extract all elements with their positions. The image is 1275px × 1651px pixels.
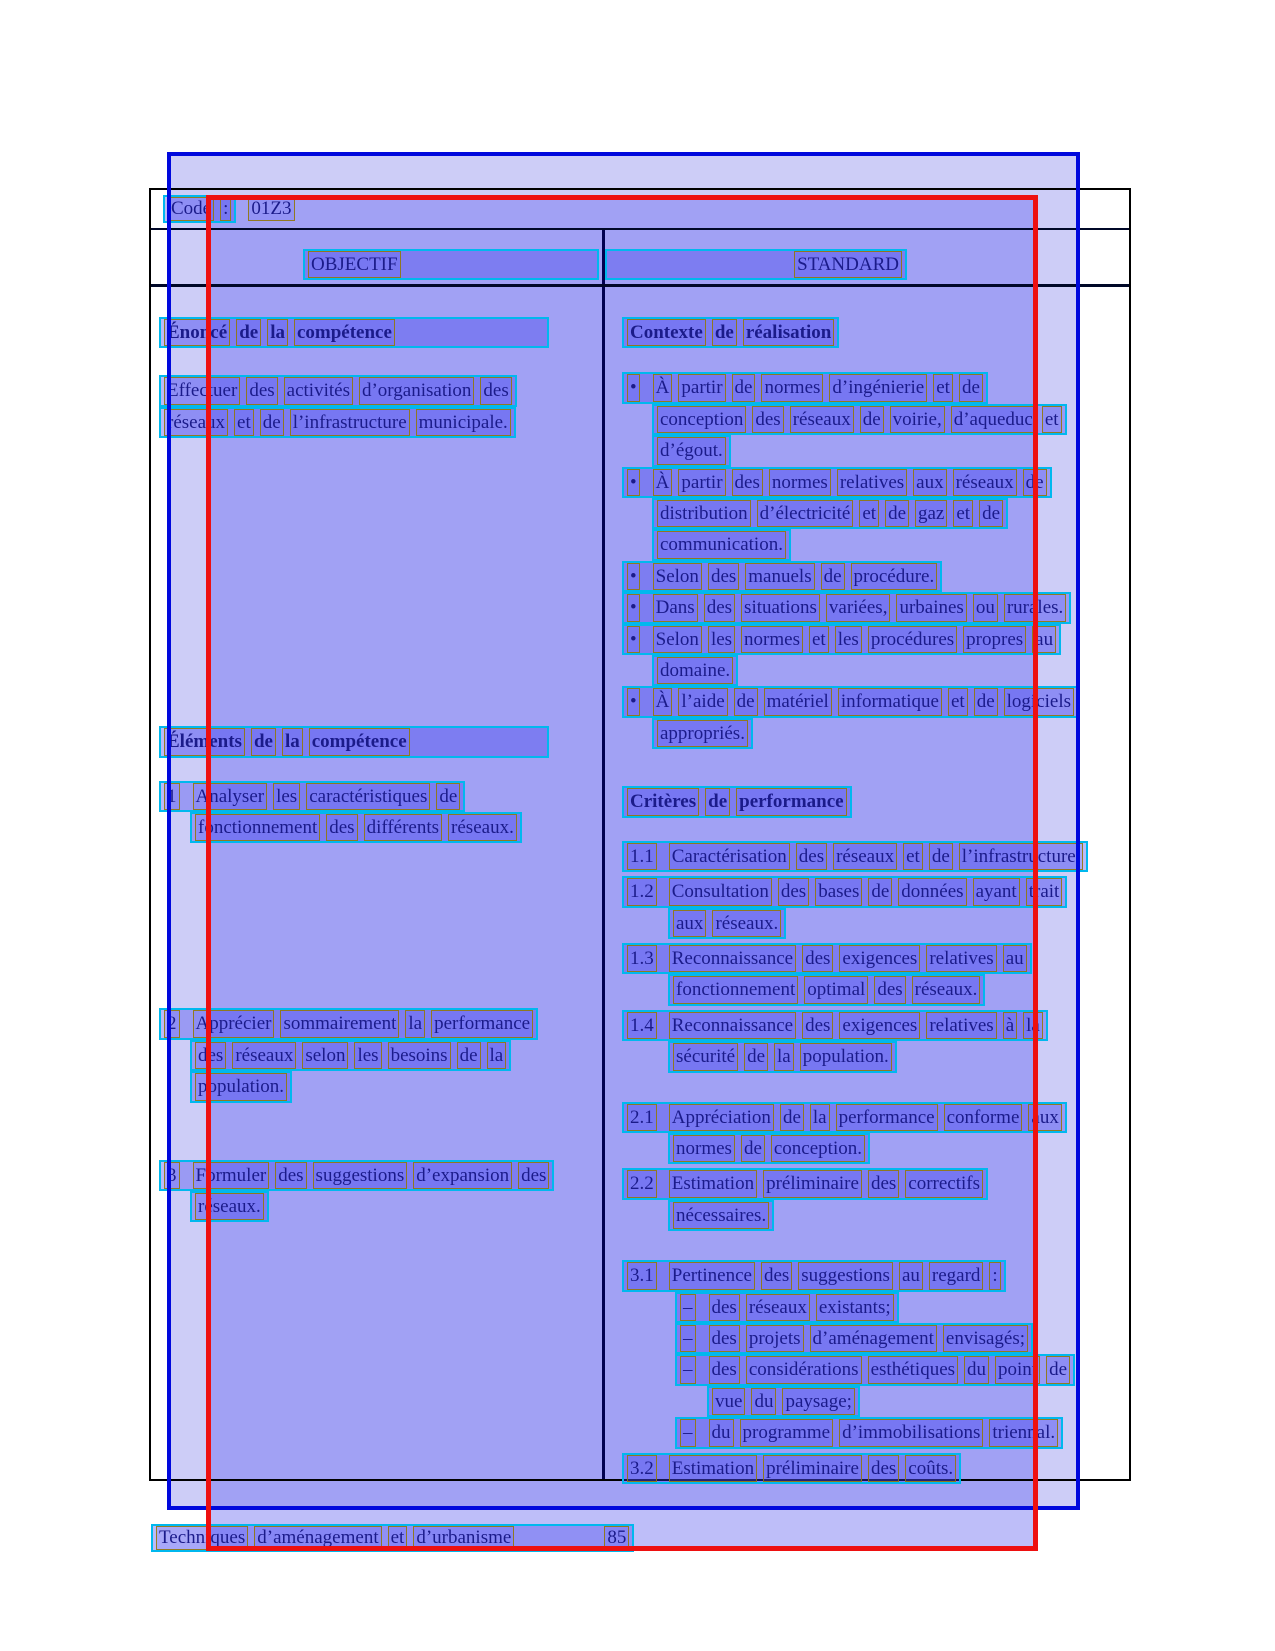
word-box: À	[653, 688, 673, 715]
word-box: réalisation	[743, 319, 835, 346]
word-box: de	[885, 500, 909, 527]
word-box: de	[741, 1135, 765, 1162]
word-box: voirie,	[890, 406, 945, 433]
word-box: à	[1003, 1012, 1017, 1039]
word-box: la	[1023, 1012, 1043, 1039]
word-box: des	[704, 594, 735, 621]
word-box: triennal.	[989, 1419, 1058, 1446]
word-box: ayant	[973, 878, 1020, 905]
word-box: réseaux.	[448, 814, 517, 841]
word-box: Caractérisation	[669, 843, 790, 870]
word-box: du	[709, 1419, 734, 1446]
word-box: vue	[712, 1388, 745, 1415]
word-box: :	[220, 197, 231, 221]
word-box: de	[712, 319, 737, 346]
word-box: partir	[678, 469, 725, 496]
word-box: de	[457, 1042, 481, 1069]
word-box: regard	[929, 1262, 984, 1289]
word-box: informatique	[838, 688, 942, 715]
word-box: relatives	[926, 945, 996, 972]
word-box: réseaux	[790, 406, 854, 433]
word-box: la	[405, 1010, 425, 1037]
annotation-table-region-outline	[206, 195, 1038, 1551]
word-box: considérations	[746, 1356, 862, 1383]
word-box: d’organisation	[359, 377, 474, 404]
word-box: au	[1032, 626, 1056, 653]
word-box: communication.	[657, 531, 786, 558]
word-box: ou	[973, 594, 998, 621]
word-box: situations	[741, 594, 820, 621]
word-box: des	[708, 563, 739, 590]
word-box: la	[487, 1042, 507, 1069]
word-box: urbaines	[896, 594, 966, 621]
word-box: trait	[1026, 878, 1063, 905]
word-box: l’infrastructure.	[959, 843, 1084, 870]
word-box: Énoncé	[164, 319, 230, 346]
word-box: de	[705, 788, 730, 815]
word-box: existants;	[816, 1294, 894, 1321]
word-box: performance	[736, 788, 846, 815]
word-box: et	[859, 500, 879, 527]
word-box: 85	[604, 1526, 629, 1550]
word-box: conception	[657, 406, 746, 433]
word-box: Selon	[653, 626, 702, 653]
word-box: propres	[963, 626, 1026, 653]
word-box: de	[780, 1104, 804, 1131]
word-box: des	[709, 1325, 740, 1352]
word-box: des	[732, 469, 763, 496]
word-box: exigences	[839, 1012, 920, 1039]
word-box: de	[974, 688, 998, 715]
word-box: des	[761, 1262, 792, 1289]
word-box: Apprécier	[193, 1010, 275, 1037]
word-box: des	[709, 1356, 740, 1383]
word-box: point	[995, 1356, 1040, 1383]
word-box: des	[868, 1170, 899, 1197]
word-box: –	[680, 1294, 696, 1321]
word-box: nécessaires.	[673, 1202, 769, 1229]
word-box: performance	[431, 1010, 533, 1037]
word-box: de	[436, 783, 460, 810]
word-box: performance	[836, 1104, 938, 1131]
word-box: À	[653, 469, 673, 496]
word-box: sommairement	[280, 1010, 399, 1037]
word-box: d’ingénierie	[829, 374, 927, 401]
word-box: 1.1	[627, 843, 657, 870]
word-box: partir	[678, 374, 725, 401]
word-box: des	[796, 843, 827, 870]
word-box: •	[627, 626, 640, 653]
word-box: variées,	[826, 594, 891, 621]
word-box: compétence	[309, 728, 410, 755]
word-box: projets	[746, 1325, 804, 1352]
word-box: bases	[815, 878, 862, 905]
word-box: la	[267, 319, 288, 346]
word-box: des	[326, 814, 357, 841]
word-box: :	[989, 1262, 1000, 1289]
word-box: de	[260, 409, 284, 436]
word-box: correctifs	[905, 1170, 983, 1197]
word-box: réseaux	[232, 1042, 296, 1069]
word-box: d’aménagement	[810, 1325, 937, 1352]
word-box: •	[627, 563, 640, 590]
word-box: Formuler	[193, 1162, 270, 1189]
word-box: et	[1042, 406, 1062, 433]
word-box: 01Z3	[248, 197, 294, 221]
word-box: Reconnaissance	[669, 945, 796, 972]
word-box: sécurité	[673, 1043, 738, 1070]
word-box: manuels	[745, 563, 814, 590]
word-box: des	[802, 1012, 833, 1039]
word-box: les	[708, 626, 735, 653]
word-box: au	[1003, 945, 1027, 972]
word-box: les	[835, 626, 862, 653]
word-box: des	[518, 1162, 549, 1189]
word-box: 2	[164, 1010, 180, 1037]
word-box: Effectuer	[164, 377, 240, 404]
word-box: •	[627, 594, 640, 621]
word-box: suggestions	[313, 1162, 408, 1189]
word-box: de	[734, 688, 758, 715]
word-box: Éléments	[164, 728, 245, 755]
word-box: selon	[302, 1042, 348, 1069]
word-box: –	[680, 1325, 696, 1352]
word-box: de	[1046, 1356, 1070, 1383]
word-box: les	[354, 1042, 381, 1069]
word-box: normes	[761, 374, 823, 401]
word-box: de	[821, 563, 845, 590]
word-box: Estimation	[669, 1170, 757, 1197]
word-box: données	[898, 878, 966, 905]
word-box: la	[774, 1043, 794, 1070]
word-box: différents	[364, 814, 442, 841]
word-box: Critères	[627, 788, 699, 815]
word-box: •	[627, 688, 640, 715]
word-box: Analyser	[193, 783, 268, 810]
word-box: municipale.	[416, 409, 511, 436]
word-box: la	[282, 728, 303, 755]
word-box: l’infrastructure	[290, 409, 410, 436]
word-box: d’expansion	[413, 1162, 512, 1189]
word-box: réseaux	[833, 843, 897, 870]
word-box: procédures	[868, 626, 957, 653]
word-box: Selon	[653, 563, 702, 590]
word-box: de	[732, 374, 756, 401]
word-box: l’aide	[678, 688, 727, 715]
word-box: et	[933, 374, 953, 401]
word-box: d’aménagement	[254, 1526, 381, 1550]
word-box: conception.	[771, 1135, 865, 1162]
word-box: fonctionnement	[673, 976, 798, 1003]
word-box: et	[388, 1526, 408, 1550]
word-box: normes	[741, 626, 803, 653]
word-box: Appréciation	[669, 1104, 774, 1131]
word-box: exigences	[839, 945, 920, 972]
word-box: de	[251, 728, 276, 755]
word-box: réseaux.	[912, 976, 981, 1003]
word-box: activités	[284, 377, 353, 404]
word-box: réseaux.	[712, 910, 781, 937]
word-box: •	[627, 374, 640, 401]
word-box: 2.1	[627, 1104, 657, 1131]
word-box: du	[751, 1388, 776, 1415]
word-box: 3.2	[627, 1455, 657, 1482]
word-box: Consultation	[669, 878, 772, 905]
word-box: d’immobilisations	[839, 1419, 983, 1446]
word-box: de	[744, 1043, 768, 1070]
word-box: de	[959, 374, 983, 401]
word-box: –	[680, 1419, 696, 1446]
word-box: aux	[913, 469, 946, 496]
word-box: aux	[673, 910, 706, 937]
word-box: •	[627, 469, 640, 496]
word-box: –	[680, 1356, 696, 1383]
word-box: Estimation	[669, 1455, 757, 1482]
word-box: relatives	[837, 469, 907, 496]
word-box: Pertinence	[669, 1262, 755, 1289]
word-box: et	[809, 626, 829, 653]
word-box: paysage;	[782, 1388, 854, 1415]
word-box: 3.1	[627, 1262, 657, 1289]
word-box: normes	[673, 1135, 735, 1162]
word-box: réseaux	[746, 1294, 810, 1321]
word-box: de	[929, 843, 953, 870]
word-box: population.	[195, 1073, 287, 1100]
word-box: besoins	[388, 1042, 451, 1069]
word-box: d’égout.	[657, 437, 726, 464]
word-box: logiciels	[1004, 688, 1074, 715]
word-box: conforme	[944, 1104, 1023, 1131]
word-box: relatives	[926, 1012, 996, 1039]
word-box: des	[752, 406, 783, 433]
word-box: distribution	[657, 500, 751, 527]
word-box: envisagés;	[943, 1325, 1028, 1352]
word-box: Reconnaissance	[669, 1012, 796, 1039]
word-box: appropriés.	[657, 720, 748, 747]
word-box: coûts.	[905, 1455, 956, 1482]
word-box: du	[964, 1356, 989, 1383]
word-box: 1.3	[627, 945, 657, 972]
word-box: de	[236, 319, 261, 346]
word-box: des	[246, 377, 277, 404]
word-box: matériel	[764, 688, 832, 715]
word-box: des	[709, 1294, 740, 1321]
word-box: des	[868, 1455, 899, 1482]
word-box: des	[275, 1162, 306, 1189]
word-box: de	[868, 878, 892, 905]
word-box: des	[778, 878, 809, 905]
word-box: normes	[769, 469, 831, 496]
word-box: et	[948, 688, 968, 715]
word-box: Techniques	[156, 1526, 248, 1550]
word-box: 2.2	[627, 1170, 657, 1197]
word-box: réseaux	[953, 469, 1017, 496]
word-box: d’électricité	[757, 500, 854, 527]
word-box: STANDARD	[794, 251, 902, 278]
word-box: compétence	[294, 319, 395, 346]
word-box: 1.4	[627, 1012, 657, 1039]
word-box: 1	[164, 783, 180, 810]
word-box: de	[1023, 469, 1047, 496]
word-box: préliminaire	[763, 1170, 862, 1197]
word-box: suggestions	[798, 1262, 893, 1289]
word-box: et	[234, 409, 254, 436]
word-box: de	[979, 500, 1003, 527]
word-box: la	[810, 1104, 830, 1131]
word-box: optimal	[804, 976, 868, 1003]
word-box: À	[653, 374, 673, 401]
word-box: programme	[740, 1419, 834, 1446]
word-box: 1.2	[627, 878, 657, 905]
word-box: gaz	[915, 500, 947, 527]
word-box: fonctionnement	[195, 814, 320, 841]
word-box: au	[899, 1262, 923, 1289]
word-box: domaine.	[657, 657, 733, 684]
word-box: et	[903, 843, 923, 870]
word-box: des	[874, 976, 905, 1003]
word-box: les	[273, 783, 300, 810]
word-box: Contexte	[627, 319, 706, 346]
word-box: aux	[1028, 1104, 1061, 1131]
word-box: caractéristiques	[306, 783, 430, 810]
word-box: de	[860, 406, 884, 433]
word-box: population.	[800, 1043, 892, 1070]
word-box: esthétiques	[868, 1356, 958, 1383]
word-box: 3	[164, 1162, 180, 1189]
word-box: d’urbanisme	[413, 1526, 514, 1550]
word-box: Code	[168, 197, 214, 221]
word-box: procédure.	[851, 563, 938, 590]
word-box: préliminaire	[763, 1455, 862, 1482]
word-box: et	[953, 500, 973, 527]
word-box: réseaux	[164, 409, 228, 436]
word-box: d’aqueduc	[951, 406, 1036, 433]
word-box: rurales.	[1004, 594, 1066, 621]
word-box: réseaux.	[195, 1193, 264, 1220]
word-box: des	[480, 377, 511, 404]
word-box: Dans	[653, 594, 698, 621]
word-box: des	[802, 945, 833, 972]
word-box: OBJECTIF	[308, 251, 401, 278]
word-box: des	[195, 1042, 226, 1069]
